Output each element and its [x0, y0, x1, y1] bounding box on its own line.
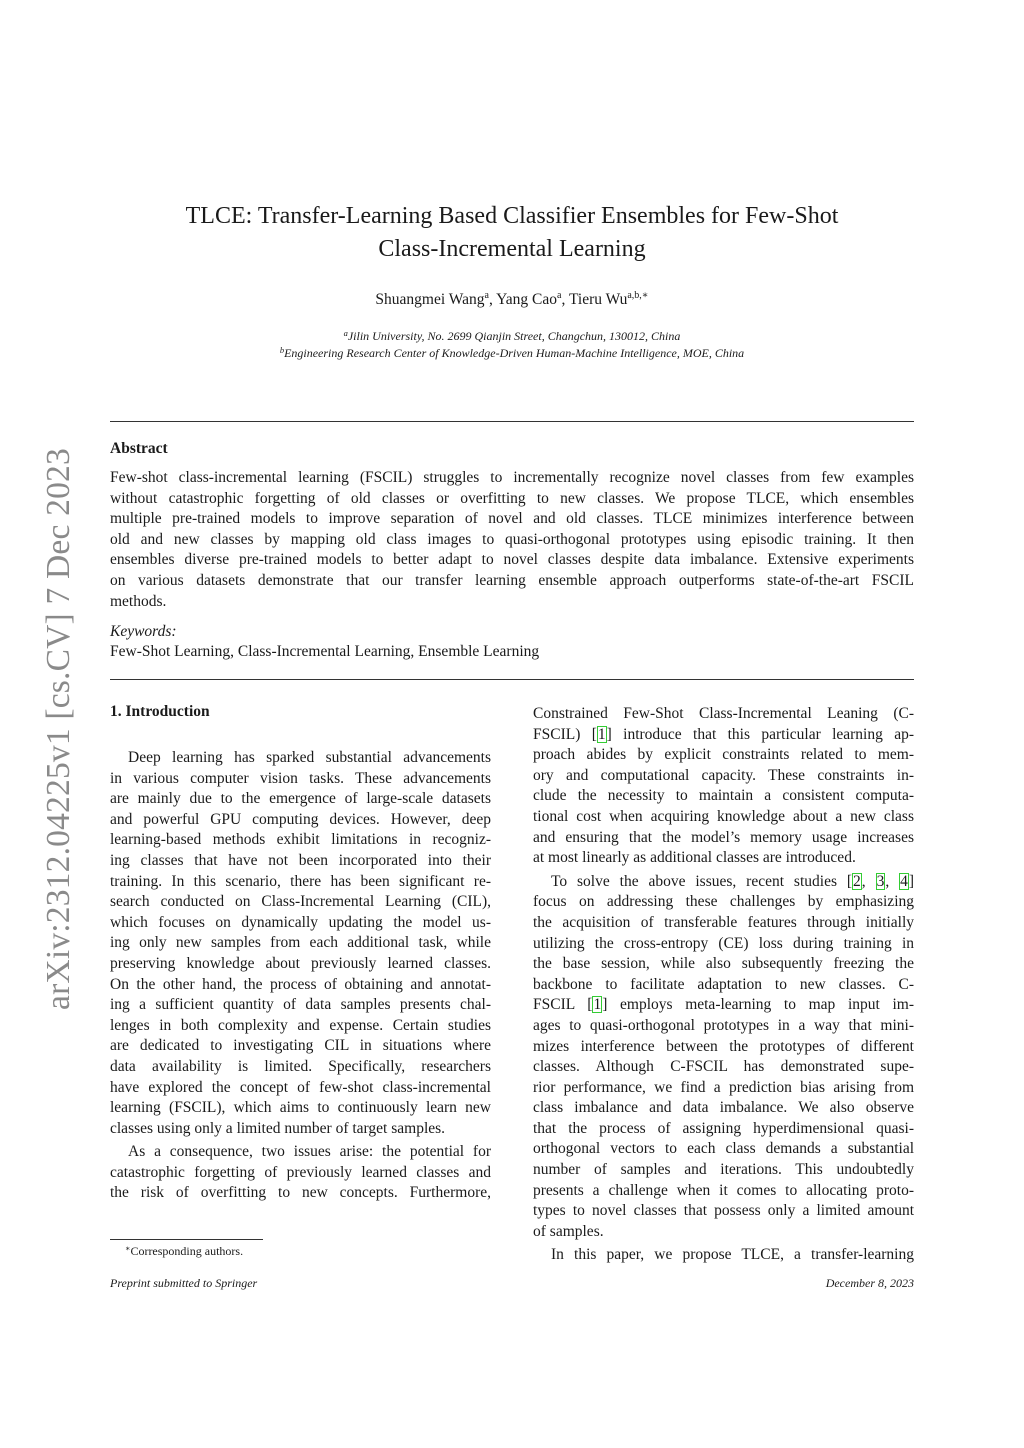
body-line: class imbalance and data imbalance. We also observe — [533, 1099, 914, 1117]
affiliation-line — [110, 345, 914, 362]
body-line: clude the necessity to maintain a consistent computa- — [533, 787, 914, 805]
keywords-text: Few-Shot Learning, Class-Incremental Learning, Ensemble Learning — [110, 643, 540, 660]
author-name: Shuangmei Wang — [375, 291, 485, 308]
footer-date: December 8, 2023 — [825, 1276, 914, 1290]
body-line: rior performance, we find a prediction bias arising from — [533, 1078, 914, 1096]
author-affiliation-mark: a,b,∗ — [627, 290, 649, 301]
body-line: and ensuring that the model’s memory usage increases — [533, 828, 914, 846]
abstract-top-rule — [110, 421, 914, 422]
paper-title — [110, 200, 914, 266]
body-text: ] — [908, 872, 915, 890]
body-line: As a consequence, two issues arise: the potential for — [128, 1143, 491, 1161]
body-line — [533, 995, 914, 1016]
body-line: tional cost when acquiring knowledge about a new class — [533, 807, 914, 825]
body-line: To solve the above issues, recent studies [2, 3, 4] — [551, 872, 915, 890]
abstract-bottom-rule — [110, 679, 914, 680]
body-line: ing classes that have not been incorporated into their — [110, 851, 491, 869]
body-line: the base session, while also subsequently freezing the — [533, 955, 914, 973]
citation-link[interactable]: 1 — [597, 725, 606, 743]
body-line: ages to quasi-orthogonal prototypes in a way that mini- — [533, 1016, 914, 1034]
footnote-text: Corresponding authors. — [130, 1244, 244, 1258]
right-column — [533, 704, 914, 1266]
body-text: ] employs meta-learning to map input im- — [602, 996, 914, 1014]
left-column — [110, 748, 491, 1204]
body-line: learning-based methods exhibit limitations in recogniz- — [110, 831, 491, 849]
affiliation-mark: b — [279, 345, 285, 355]
affiliation-text: Engineering Research Center of Knowledge-Driven Human-Machine Intelligence, MOE, China — [284, 346, 745, 360]
author-affiliation-mark: a — [557, 290, 562, 301]
title-line-2: Class-Incremental Learning — [378, 236, 646, 262]
body-line: search conducted on Class-Incremental Learning (CIL), — [110, 893, 491, 911]
body-line: lenges in both complexity and expense. Certain studies — [110, 1016, 491, 1034]
body-line: data availability is limited. Specifically, researchers — [110, 1057, 491, 1075]
body-line: classes. Although C-FSCIL has demonstrated supe- — [533, 1058, 914, 1076]
body-line: Constrained Few-Shot Class-Incremental Leaning (C- — [533, 705, 914, 722]
body-line: at most linearly as additional classes are introduced. — [533, 849, 856, 867]
body-line: which focuses on dynamically updating the model us- — [110, 913, 491, 931]
body-line: the acquisition of transferable features through initially — [533, 913, 914, 931]
body-line: ing a sufficient quantity of data samples presents chal- — [110, 996, 491, 1014]
abstract-line: without catastrophic forgetting of old classes or overfitting to new classes. We propose TLCE, which ensembles — [110, 489, 914, 507]
body-line: utilizing the cross-entropy (CE) loss during training in — [533, 934, 914, 952]
abstract-heading: Abstract — [110, 440, 168, 457]
citation-link[interactable]: 3 — [876, 872, 885, 890]
footnote-rule — [110, 1239, 263, 1240]
footnote — [125, 1244, 243, 1259]
author-affiliation-mark: a — [484, 290, 489, 301]
body-line: backbone to facilitate adaptation to new classes. C- — [533, 975, 914, 993]
abstract-body — [110, 468, 914, 612]
citation-link[interactable]: 2 — [853, 872, 861, 890]
body-line: preserving knowledge about previously learned classes. — [110, 954, 491, 972]
keywords-label: Keywords: — [110, 623, 177, 640]
title-line-1: TLCE: Transfer-Learning Based Classifier Ensembles for Few-Shot — [185, 203, 839, 229]
abstract-line: methods. — [110, 592, 167, 610]
author-list: Shuangmei Wang$^a$, Yang Cao$^a$, Tieru $Wu^{a,b,∗}$ — [375, 290, 649, 308]
body-line — [533, 725, 914, 746]
body-line: training. In this scenario, there has been significant re- — [110, 872, 491, 890]
affiliations — [110, 328, 914, 362]
body-line: of samples. — [533, 1222, 604, 1240]
body-line: in various computer vision tasks. These advancements — [110, 769, 491, 787]
body-line: are mainly due to the emergence of large-scale datasets — [110, 790, 491, 808]
body-line: ing only new samples from each additional task, while — [110, 934, 491, 952]
affiliation-line — [110, 328, 914, 345]
body-line: orthogonal vectors to each class demands a substantial — [533, 1140, 914, 1158]
body-line: the risk of overfitting to new concepts. Furthermore, — [110, 1184, 491, 1202]
footer-journal: Preprint submitted to Springer — [110, 1276, 258, 1290]
body-text: ] introduce that this particular learning ap- — [606, 725, 914, 743]
body-text: To solve the above issues, recent studies [ — [551, 872, 853, 890]
footnote-mark: ∗ — [125, 1244, 131, 1253]
abstract-line: on various datasets demonstrate that our transfer learning ensemble approach outperforms state-of-the-art FSCIL — [110, 571, 914, 589]
body-line: that the process of assigning hyperdimensional quasi- — [533, 1119, 914, 1137]
body-line: learning (FSCIL), which aims to continuously learn new — [110, 1099, 491, 1117]
body-text: FSCIL) [ — [533, 725, 597, 743]
abstract-line: multiple pre-trained models to improve separation of novel and old classes. TLCE minimizes interference between — [110, 510, 914, 528]
body-line: On the other hand, the process of obtaining and annotat- — [110, 975, 491, 993]
abstract-line: old and new classes by mapping old class images to quasi-orthogonal prototypes using episodic training. It then — [110, 530, 914, 548]
body-line: proach abides by explicit constraints related to mem- — [533, 746, 914, 764]
arxiv-stamp: arXiv:2312.04225v1 [cs.CV] 7 Dec 2023 — [40, 448, 77, 1010]
author-name: Yang Cao — [496, 291, 558, 308]
body-line: Deep learning has sparked substantial advancements — [128, 749, 491, 766]
body-line: number of samples and iterations. This undoubtedly — [533, 1161, 914, 1179]
body-line: are dedicated to investigating CIL in situations where — [110, 1037, 491, 1055]
abstract-line: Few-shot class-incremental learning (FSCIL) struggles to incrementally recognize novel classes from few examples — [110, 469, 914, 486]
body-line: mizes interference between the prototypes of different — [533, 1037, 914, 1055]
body-line: focus on addressing these challenges by emphasizing — [533, 893, 914, 911]
citation-link[interactable]: 4 — [900, 872, 908, 890]
body-line: classes using only a limited number of target samples. — [110, 1119, 446, 1137]
body-line: types to novel classes that possess only a limited amount — [533, 1202, 914, 1220]
body-line: have explored the concept of few-shot class-incremental — [110, 1078, 491, 1096]
body-line: catastrophic forgetting of previously learned classes and — [110, 1163, 491, 1181]
author-name: Tieru Wu — [568, 291, 628, 308]
abstract-line: ensembles diverse pre-trained models to better adapt to novel classes despite data imbalance. Extensive experiments — [110, 551, 914, 569]
body-line: ory and computational capacity. These constraints in- — [533, 766, 914, 784]
citation-link[interactable]: 1 — [593, 996, 602, 1014]
body-text: FSCIL [ — [533, 996, 593, 1014]
body-line: In this paper, we propose TLCE, a transfer-learning — [551, 1246, 914, 1264]
section-heading-introduction: 1. Introduction — [110, 703, 210, 720]
body-line: presents a challenge when it comes to allocating proto- — [533, 1181, 914, 1199]
body-line: and powerful GPU computing devices. However, deep — [110, 810, 491, 828]
affiliation-text: Jilin University, No. 2699 Qianjin Street, Changchun, 130012, China — [347, 329, 681, 343]
affiliation-mark: a — [343, 328, 348, 338]
